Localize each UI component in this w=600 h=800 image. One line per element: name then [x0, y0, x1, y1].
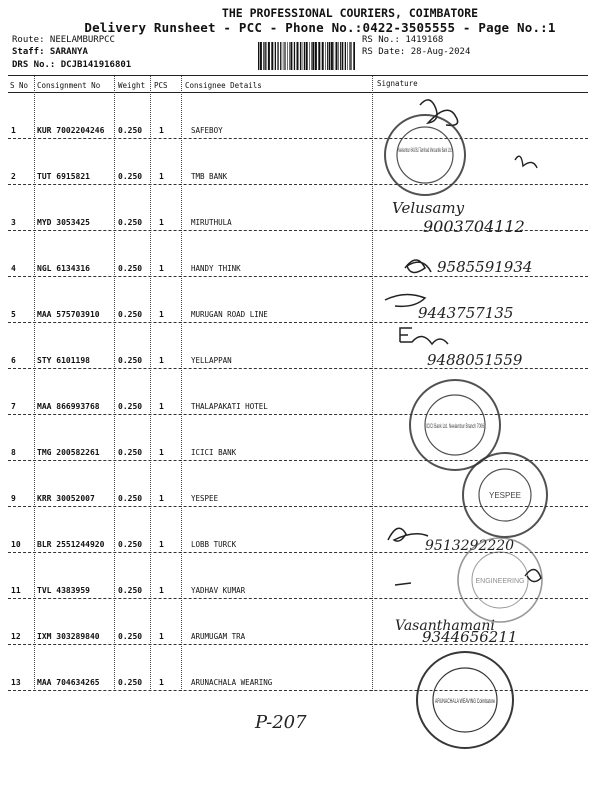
barcode-bar — [329, 42, 330, 70]
cell-sno: 5 — [11, 310, 16, 319]
handwritten-phone-4: 9585591934 — [437, 258, 533, 276]
barcode-bar — [318, 42, 320, 70]
signature-scribble — [515, 156, 537, 168]
cell-weight: 0.250 — [118, 494, 143, 503]
cell-consignment: TUT 6915821 — [37, 172, 90, 181]
cell-pcs: 1 — [159, 632, 164, 641]
row-divider — [8, 414, 588, 415]
staff-label: Staff: SARANYA — [12, 47, 88, 57]
signature-scribble — [400, 328, 448, 344]
cell-consignee: YESPEE — [191, 494, 219, 503]
company-title: THE PROFESSIONAL COURIERS, COIMBATORE — [221, 6, 479, 20]
stamp-text-icici: ICICI Bank Ltd. Neelambur Branch 7006 — [426, 424, 485, 430]
barcode-bar — [309, 42, 310, 70]
barcode-bar — [290, 42, 292, 70]
cell-sno: 4 — [11, 264, 16, 273]
barcode-bar — [289, 42, 290, 70]
cell-pcs: 1 — [159, 172, 164, 181]
stamp-tmb — [385, 115, 465, 195]
barcode-bar — [334, 42, 335, 70]
cell-pcs: 1 — [159, 310, 164, 319]
col-pcs: PCS — [154, 81, 168, 90]
cell-weight: 0.250 — [118, 586, 143, 595]
barcode-bar — [345, 42, 346, 70]
stamp-icici — [410, 380, 500, 470]
stamp-text-arunachala: ARUNACHALA WEAVING Coimbatore — [435, 698, 496, 705]
barcode-bar — [268, 42, 270, 70]
cell-consignee: THALAPAKATI HOTEL — [191, 402, 268, 411]
barcode-bar — [275, 42, 276, 70]
barcode-bar — [258, 42, 259, 70]
cell-consignment: STY 6101198 — [37, 356, 90, 365]
barcode-bar — [265, 42, 266, 70]
row-divider — [8, 460, 588, 461]
barcode-bar — [304, 42, 305, 70]
row-divider — [8, 184, 588, 185]
barcode-bar — [271, 42, 273, 70]
cell-consignee: ARUNACHALA WEARING — [191, 678, 273, 687]
drs-number: DRS No.: DCJB141916801 — [12, 60, 132, 70]
cell-weight: 0.250 — [118, 540, 143, 549]
cell-consignee: HANDY THINK — [191, 264, 241, 273]
cell-pcs: 1 — [159, 402, 164, 411]
stamp-text-yespee: YESPEE — [488, 491, 522, 500]
col-weight: Weight — [118, 81, 146, 90]
cell-consignment: IXM 303289840 — [37, 632, 100, 641]
cell-pcs: 1 — [159, 540, 164, 549]
cell-pcs: 1 — [159, 264, 164, 273]
barcode-bar — [338, 42, 339, 70]
barcode-bar — [311, 42, 312, 70]
col-signature: Signature — [377, 79, 418, 88]
stamp-arunachala — [417, 652, 513, 748]
signature-scribble — [420, 100, 458, 125]
col-consignment: Consignment No — [37, 81, 101, 90]
barcode-bar — [315, 42, 317, 70]
cell-weight: 0.250 — [118, 632, 143, 641]
cell-consignment: TMG 200582261 — [37, 448, 100, 457]
cell-consignment: MYD 3053425 — [37, 218, 90, 227]
cell-consignment: MAA 866993768 — [37, 402, 100, 411]
barcode-bar — [331, 42, 333, 70]
cell-pcs: 1 — [159, 218, 164, 227]
barcode-bar — [347, 42, 348, 70]
cell-pcs: 1 — [159, 356, 164, 365]
cell-sno: 1 — [11, 126, 16, 135]
route-label: Route: NEELAMBURPCC — [12, 35, 115, 45]
cell-sno: 10 — [11, 540, 21, 549]
cell-consignment: NGL 6134316 — [37, 264, 90, 273]
barcode-bar — [325, 42, 326, 70]
barcode-bar — [336, 42, 338, 70]
signature-scribble — [395, 569, 541, 585]
signature-scribble — [405, 260, 431, 273]
cell-pcs: 1 — [159, 678, 164, 687]
cell-pcs: 1 — [159, 586, 164, 595]
barcode-bar — [287, 42, 288, 70]
handwritten-phone-5: 9443757135 — [418, 304, 514, 322]
col-sno: S No — [10, 81, 29, 90]
row-divider — [8, 322, 588, 323]
cell-sno: 7 — [11, 402, 16, 411]
header-rule-top — [8, 75, 588, 76]
cell-weight: 0.250 — [118, 310, 143, 319]
barcode-bar — [285, 42, 286, 70]
handwritten-phone-10: 9513292220 — [425, 538, 515, 554]
cell-consignee: TMB BANK — [191, 172, 228, 181]
row-divider — [8, 552, 588, 553]
barcode-bar — [284, 42, 285, 70]
stamp-yespee — [463, 453, 547, 537]
cell-sno: 6 — [11, 356, 16, 365]
handwritten-phone-6: 9488051559 — [427, 351, 523, 369]
stamp-text-engineering: ENGINEERING — [475, 578, 525, 585]
cell-consignee: ICICI BANK — [191, 448, 237, 457]
row-divider — [8, 690, 588, 691]
barcode-bar — [283, 42, 284, 70]
signature-scribble — [385, 294, 425, 306]
barcode-bar — [300, 42, 301, 70]
cell-sno: 2 — [11, 172, 16, 181]
cell-consignee: LOBB TURCK — [191, 540, 237, 549]
cell-sno: 13 — [11, 678, 21, 687]
barcode-bar — [277, 42, 278, 70]
cell-weight: 0.250 — [118, 448, 143, 457]
cell-consignment: TVL 4383959 — [37, 586, 90, 595]
row-divider — [8, 644, 588, 645]
cell-weight: 0.250 — [118, 218, 143, 227]
header-rule-bottom — [8, 92, 588, 93]
barcode-bar — [260, 42, 262, 70]
row-divider — [8, 230, 588, 231]
signature-scribble — [388, 528, 428, 541]
cell-weight: 0.250 — [118, 172, 143, 181]
cell-sno: 8 — [11, 448, 16, 457]
barcode-bar — [302, 42, 303, 70]
cell-consignment: KRR 30052007 — [37, 494, 95, 503]
handwritten-footer: P-207 — [255, 712, 307, 733]
stamp-engineering — [458, 538, 542, 622]
barcode-bar — [342, 42, 343, 70]
cell-sno: 11 — [11, 586, 21, 595]
runsheet-title: Delivery Runsheet - PCC - Phone No.:0422-3505555 - Page No.:1 — [84, 20, 556, 35]
barcode-bar — [349, 42, 350, 70]
handwritten-phone-12: 9344656211 — [422, 628, 518, 646]
handwritten-name-12: Vasanthamani — [395, 618, 495, 634]
barcode-bar — [351, 42, 352, 70]
stamp-text-tmb: Neelambur 641062 Tamilnad Mercantile Bank Ltd. — [398, 148, 453, 154]
barcode-bar — [306, 42, 308, 70]
rs-date: RS Date: 28-Aug-2024 — [362, 47, 471, 57]
cell-consignee: YELLAPPAN — [191, 356, 232, 365]
row-divider — [8, 598, 588, 599]
barcode-bar — [297, 42, 299, 70]
cell-consignee: MIRUTHULA — [191, 218, 232, 227]
cell-weight: 0.250 — [118, 402, 143, 411]
handwritten-phone-3: 9003704112 — [423, 217, 525, 236]
cell-consignee: SAFEBOY — [191, 126, 223, 135]
barcode-bar — [294, 42, 295, 70]
barcode-bar — [322, 42, 324, 70]
barcode — [258, 42, 355, 70]
barcode-bar — [280, 42, 281, 70]
cell-consignment: KUR 7002204246 — [37, 126, 105, 135]
row-divider — [8, 138, 588, 139]
cell-consignee: MURUGAN ROAD LINE — [191, 310, 268, 319]
row-divider — [8, 276, 588, 277]
cell-weight: 0.250 — [118, 264, 143, 273]
barcode-bar — [263, 42, 264, 70]
cell-pcs: 1 — [159, 126, 164, 135]
cell-sno: 3 — [11, 218, 16, 227]
col-consignee: Consignee Details — [185, 81, 262, 90]
handwritten-name-3: Velusamy — [392, 199, 465, 217]
cell-weight: 0.250 — [118, 356, 143, 365]
row-divider — [8, 506, 588, 507]
barcode-bar — [340, 42, 341, 70]
cell-weight: 0.250 — [118, 678, 143, 687]
cell-pcs: 1 — [159, 448, 164, 457]
cell-sno: 12 — [11, 632, 21, 641]
cell-consignee: YADHAV KUMAR — [191, 586, 246, 595]
cell-pcs: 1 — [159, 494, 164, 503]
rs-number: RS No.: 1419168 — [362, 35, 444, 45]
row-divider — [8, 368, 588, 369]
cell-consignee: ARUMUGAM TRA — [191, 632, 246, 641]
barcode-bar — [327, 42, 328, 70]
cell-consignment: MAA 704634265 — [37, 678, 100, 687]
barcode-bar — [312, 42, 314, 70]
barcode-bar — [353, 42, 355, 70]
cell-weight: 0.250 — [118, 126, 143, 135]
cell-consignment: BLR 2551244920 — [37, 540, 105, 549]
cell-sno: 9 — [11, 494, 16, 503]
cell-consignment: MAA 575703910 — [37, 310, 100, 319]
